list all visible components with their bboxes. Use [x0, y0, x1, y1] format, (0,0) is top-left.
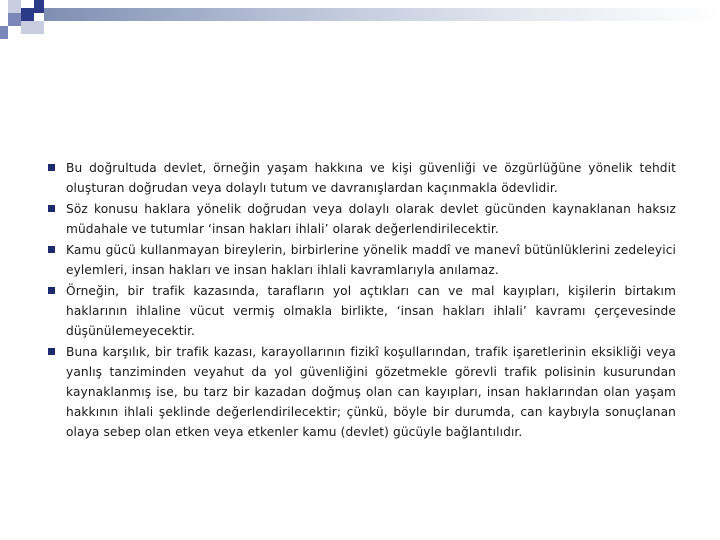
bullet-text: Söz konusu haklara yönelik doğrudan veya dolaylı olarak devlet gücünden kaynaklanan haksız müdahale ve tutumlar ‘insan hakları ihlali’ olarak değerlendirilecektir.	[66, 202, 676, 236]
decor-square	[0, 26, 8, 39]
square-bullet-icon	[48, 205, 55, 212]
square-bullet-icon	[48, 287, 55, 294]
bullet-text: Buna karşılık, bir trafik kazası, karayollarının fizikî koşullarından, trafik işaretlerinin eksikliği veya yanlış tanziminden veyahut da yol güvenliğini gözetmekle görevli trafik polisinin kusurundan kaynaklanmış ise, bu tarz bir kazadan doğmuş olan can kayıpları, insan haklarından olan yaşam hakkının ihlali şeklinde değerlendirilecektir; çünkü, böyle bir durumda, can kaybıyla sonuçlanan olaya sebep olan etken veya etkenler kamu (devlet) gücüyle bağlantılıdır.	[66, 345, 676, 439]
header-gradient-bar	[44, 8, 720, 21]
square-bullet-icon	[48, 164, 55, 171]
decor-square	[21, 21, 34, 34]
square-bullet-icon	[48, 348, 55, 355]
slide-content	[48, 158, 676, 443]
bullet-list	[48, 158, 676, 442]
decor-square	[8, 0, 21, 13]
list-item	[48, 342, 676, 442]
bullet-text: Bu doğrultuda devlet, örneğin yaşam hakkına ve kişi güvenliği ve özgürlüğüne yönelik tehdit oluşturan doğrudan veya dolaylı tutum ve davranışlardan kaçınmakla ödevlidir.	[66, 161, 676, 195]
list-item	[48, 240, 676, 280]
decor-square	[21, 8, 34, 21]
decor-square	[34, 0, 44, 13]
bullet-text: Örneğin, bir trafik kazasında, tarafların yol açtıkları can ve mal kayıpları, kişilerin birtakım haklarının ihlaline vücut vermiş olmakla birlikte, ‘insan hakları ihlali’ kavramı çerçevesinde düşünülemeyecektir.	[66, 284, 676, 338]
square-bullet-icon	[48, 246, 55, 253]
bullet-text: Kamu gücü kullanmayan bireylerin, birbirlerine yönelik maddî ve manevî bütünlüklerini zedeleyici eylemleri, insan hakları ve insan hakları ihlali kavramlarıyla anılamaz.	[66, 243, 676, 277]
header-decoration	[0, 0, 720, 50]
list-item	[48, 158, 676, 198]
list-item	[48, 199, 676, 239]
decor-square	[8, 13, 21, 26]
list-item	[48, 281, 676, 341]
decor-square	[34, 21, 44, 34]
